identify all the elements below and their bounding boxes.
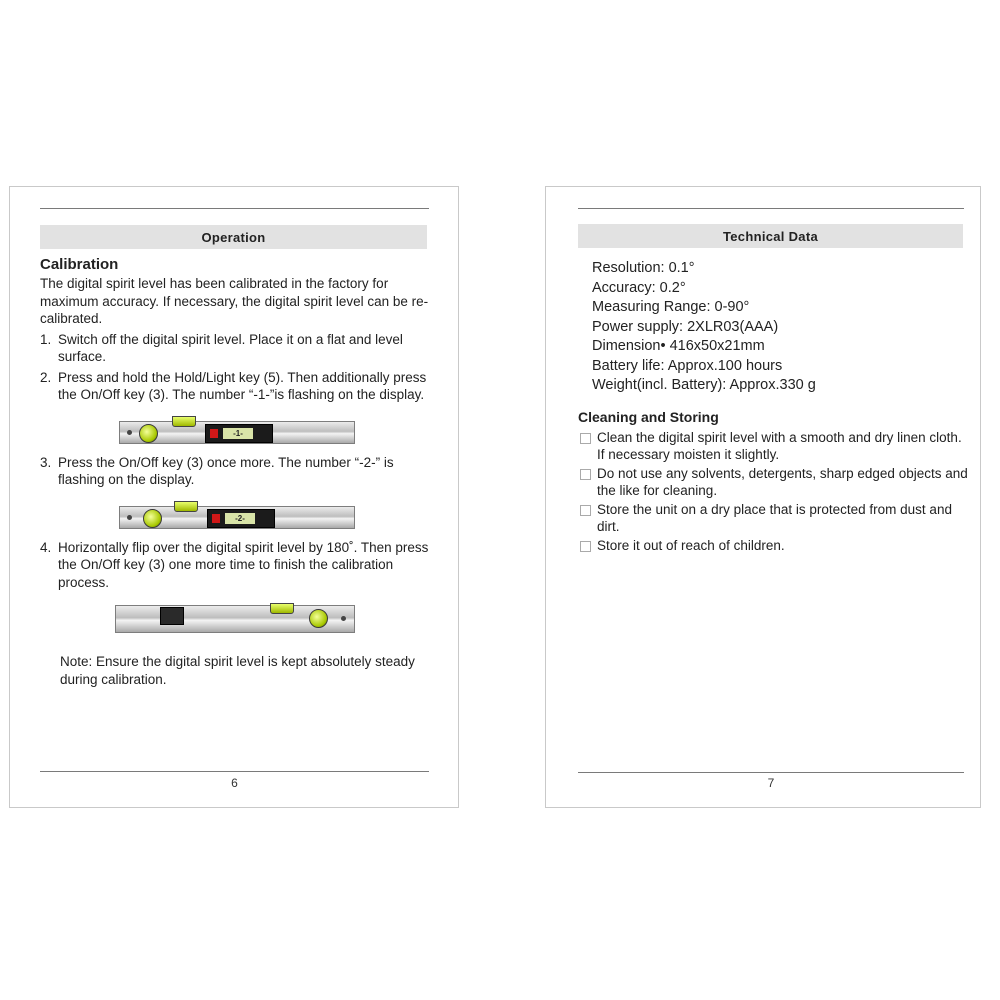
top-rule xyxy=(578,208,964,209)
list-item xyxy=(578,501,968,535)
cleaning-section xyxy=(578,407,968,554)
step-text: Switch off the digital spirit level. Place it on a flat and level surface. xyxy=(58,331,403,364)
screw-icon xyxy=(127,430,132,435)
spirit-level-figure-1 xyxy=(119,416,355,444)
step-number: 3. xyxy=(40,454,52,470)
list-item-text: Store the unit on a dry place that is protected from dust and dirt. xyxy=(597,502,952,534)
spec-item: Power supply: 2XLR03(AAA) xyxy=(592,318,779,335)
spec-item: Weight(incl. Battery): Approx.330 g xyxy=(592,377,816,393)
lcd-readout: -2- xyxy=(225,513,255,524)
checkbox-bullet-icon xyxy=(580,541,591,552)
list-item-text: Store it out of reach of children. xyxy=(597,538,785,553)
calibration-note: Note: Ensure the digital spirit level is kept absolutely steady during calibration. xyxy=(60,654,415,687)
display-unit xyxy=(207,509,275,528)
checkbox-bullet-icon xyxy=(580,469,591,480)
round-vial-icon xyxy=(143,509,162,528)
list-item xyxy=(578,537,968,554)
calibration-title: Calibration xyxy=(40,256,119,273)
screw-icon xyxy=(341,616,346,621)
step-number: 2. xyxy=(40,369,52,385)
manual-page-left xyxy=(9,186,459,808)
screw-icon xyxy=(127,515,132,520)
step-number: 4. xyxy=(40,539,52,555)
top-rule xyxy=(40,208,429,209)
spec-item: Battery life: Approx.100 hours xyxy=(592,357,783,374)
top-vial-icon xyxy=(270,603,294,614)
list-item xyxy=(578,465,968,499)
step-item xyxy=(40,369,432,404)
spec-item: Resolution: 0.1° xyxy=(592,260,695,276)
step-item xyxy=(40,539,432,592)
section-header: Technical Data xyxy=(578,224,963,248)
step-item xyxy=(40,331,432,366)
technical-data-list xyxy=(592,259,816,396)
step-item xyxy=(40,454,432,489)
display-unit xyxy=(205,424,273,443)
step-text: Horizontally flip over the digital spirit level by 180˚. Then press the On/Off key (3) one more time to finish the calibration process. xyxy=(58,539,429,590)
list-item-text: Clean the digital spirit level with a smooth and dry linen cloth. If necessary moisten it slightly. xyxy=(597,430,962,462)
red-key-icon xyxy=(210,429,218,438)
spec-item: Dimension• 416x50x21mm xyxy=(592,338,765,354)
list-item-text: Do not use any solvents, detergents, sharp edged objects and the like for cleaning. xyxy=(597,466,968,498)
section-header: Operation xyxy=(40,225,427,249)
calibration-intro: The digital spirit level has been calibrated in the factory for maximum accuracy. If necessary, the digital spirit level can be re-calibrated. xyxy=(40,276,429,326)
step-number: 1. xyxy=(40,331,52,347)
spirit-level-figure-2 xyxy=(119,501,355,529)
step-text: Press the On/Off key (3) once more. The number “-2-” is flashing on the display. xyxy=(58,454,394,487)
top-vial-icon xyxy=(174,501,198,512)
step-text: Press and hold the Hold/Light key (5). Then additionally press the On/Off key (3). The number “-1-”is flashing on the display. xyxy=(58,369,427,402)
spirit-level-figure-flipped xyxy=(115,603,355,633)
display-back-icon xyxy=(160,607,184,625)
page-number: 7 xyxy=(767,776,775,790)
round-vial-icon xyxy=(139,424,158,443)
list-item xyxy=(578,429,968,463)
red-key-icon xyxy=(212,514,220,523)
checkbox-bullet-icon xyxy=(580,433,591,444)
checkbox-bullet-icon xyxy=(580,505,591,516)
lcd-readout: -1- xyxy=(223,428,253,439)
page-number: 6 xyxy=(231,776,238,790)
bottom-rule xyxy=(40,771,429,772)
round-vial-icon xyxy=(309,609,328,628)
spec-item: Measuring Range: 0-90° xyxy=(592,299,750,315)
bottom-rule xyxy=(578,772,964,773)
top-vial-icon xyxy=(172,416,196,427)
calibration-content xyxy=(40,255,432,688)
manual-page-right xyxy=(545,186,981,808)
cleaning-title: Cleaning and Storing xyxy=(578,409,719,425)
spec-item: Accuracy: 0.2° xyxy=(592,279,686,296)
